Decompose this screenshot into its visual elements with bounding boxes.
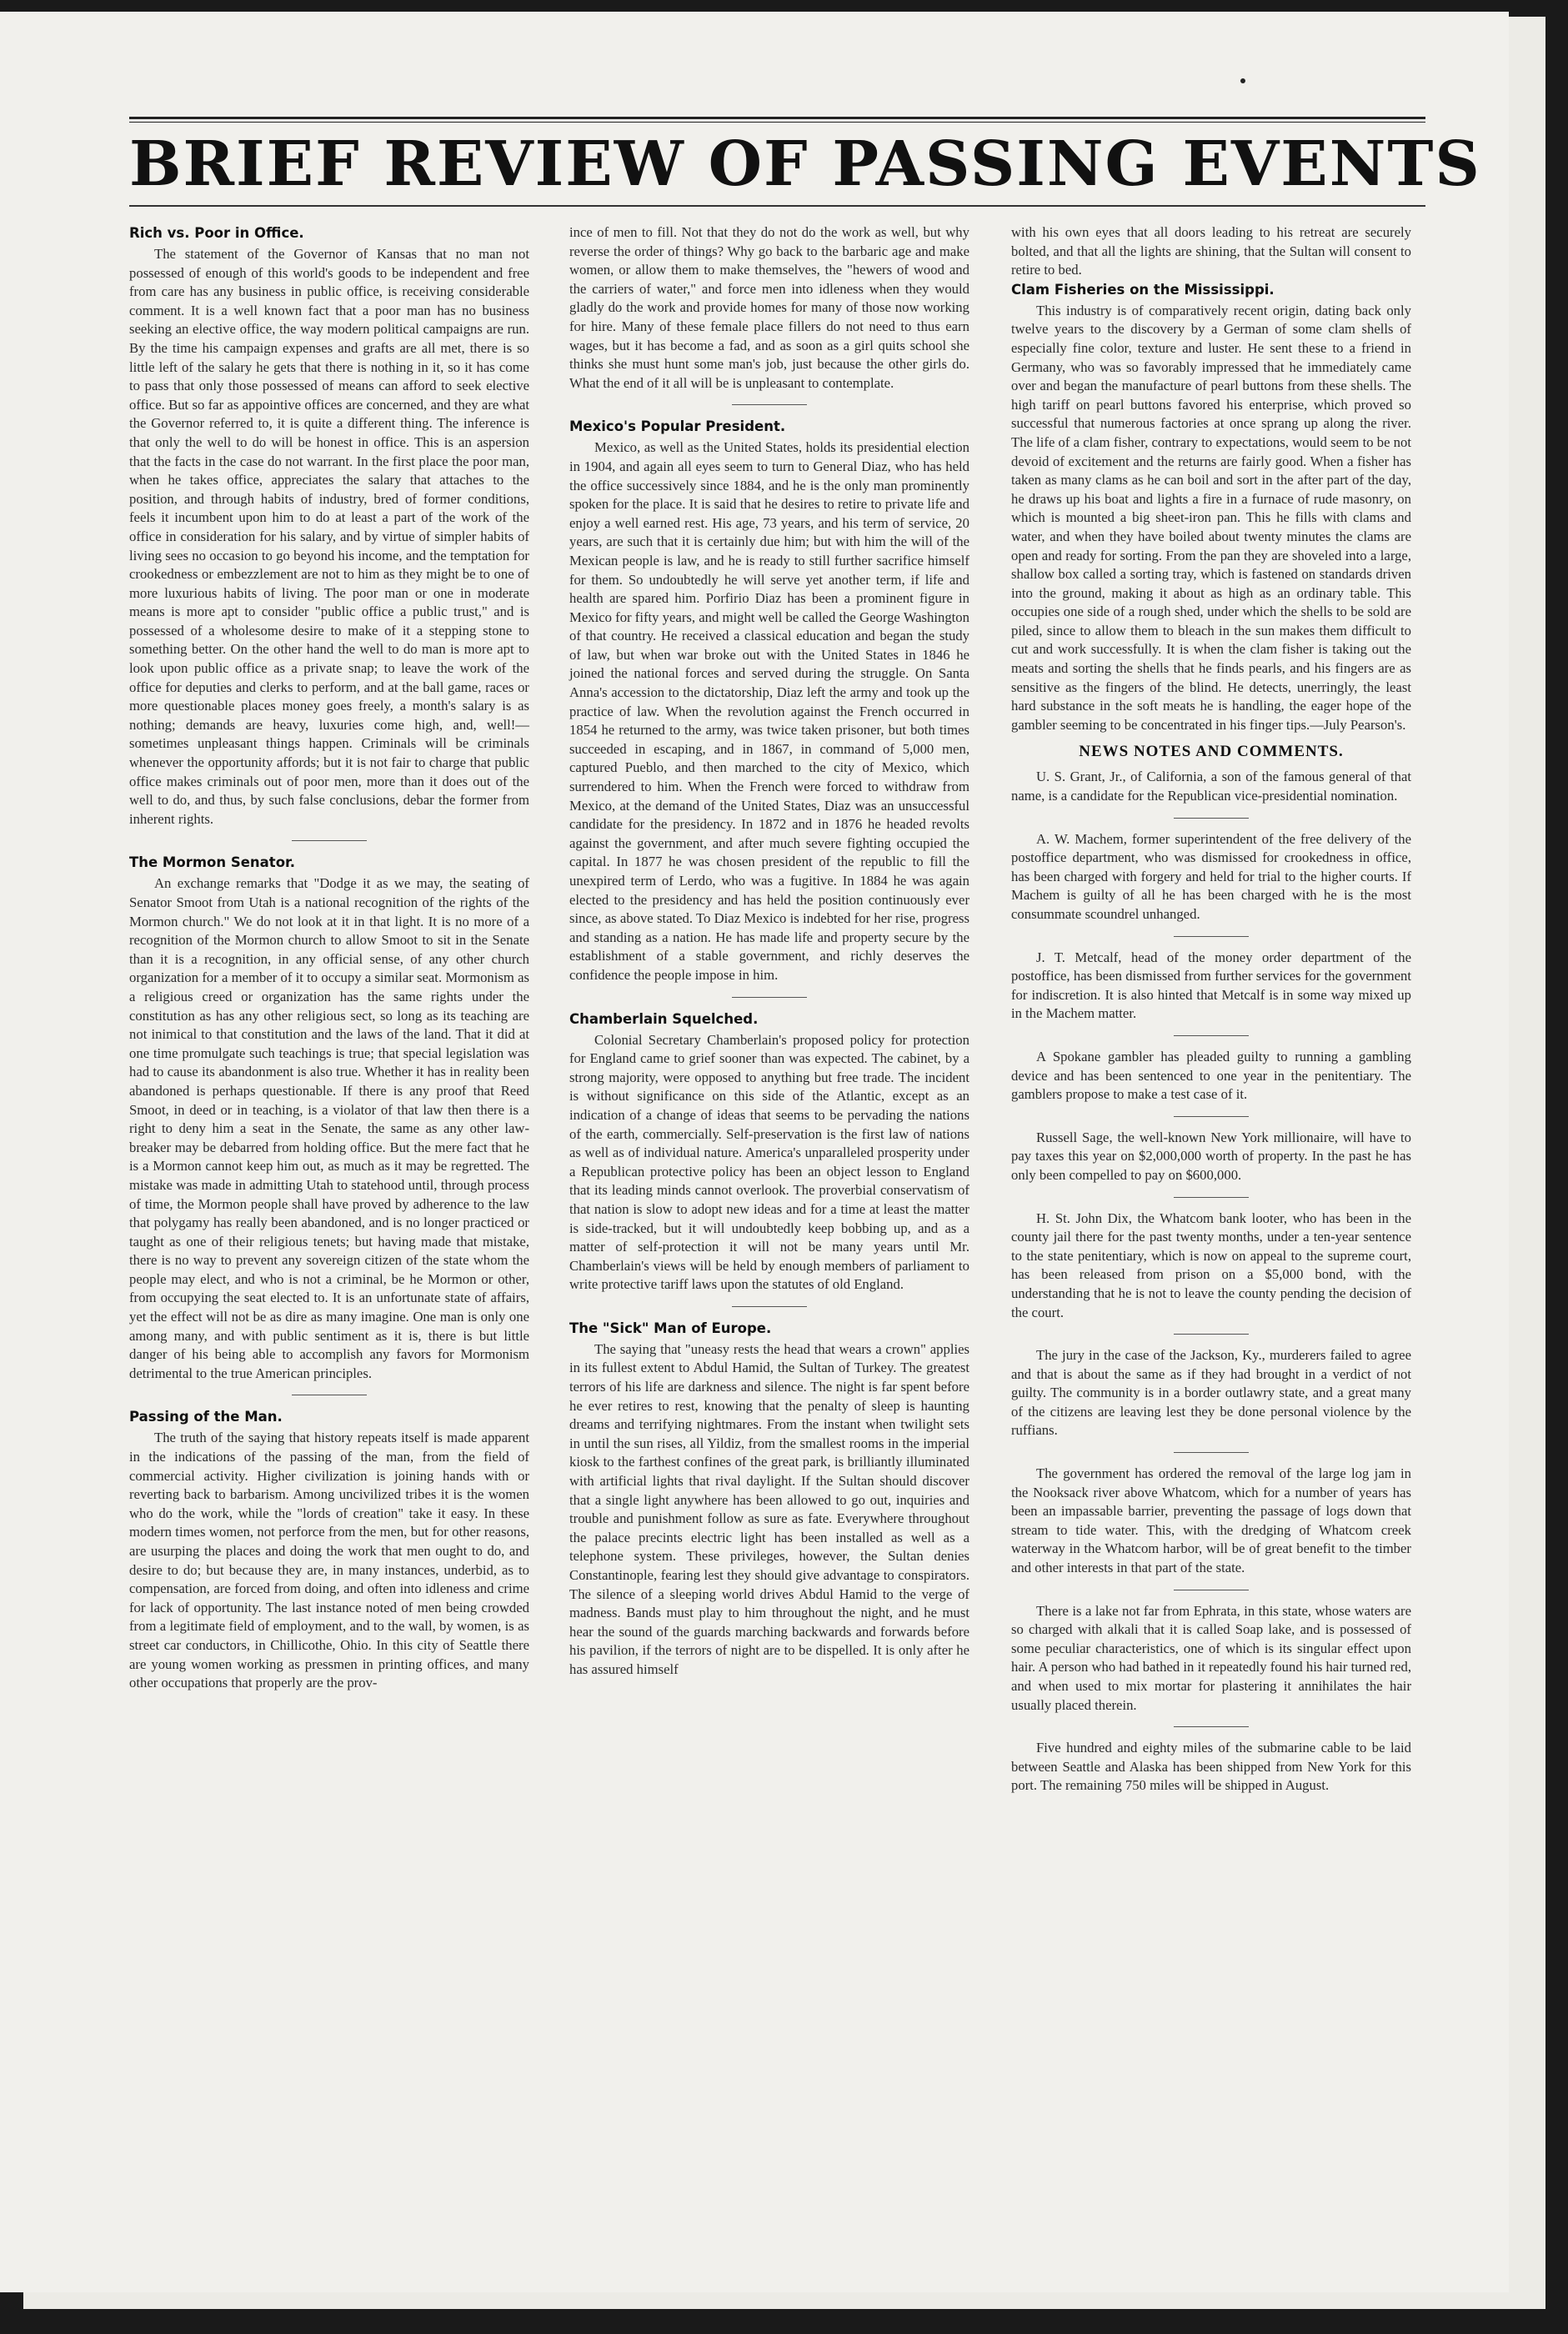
article-paragraph: An exchange remarks that "Dodge it as we may, the seating of Senator Smoot from Utah is a national recognition of the rights of the Mormon church." We do not look at it in that light. It is no more of a recognition of the Mormon church to allow Smoot to sit in the Senate than it is a recognition, in any official sense, of any other church organization for a member of it to occupy a similar seat. Mormonism as a religious creed or organization has the same rights under the constitution as has any other religious sect, so long as its teaching are not inimical to that constitution and the laws of the land. That it did at one time promulgate such teachings is true; that special legislation was had to cause its abandonment is also true. Whether it has in reality been abandoned is perhaps questionable. If there is any proof that Reed Smoot, in deed or in teaching, is a violator of that law then there is a right to deny him a seat in the Senate, the same as any other law-breaker may be debarred from holding office. But the mere fact that he is a Mormon cannot keep him out, as much as it may be regretted. The mistake was made in admitting Utah to statehood until, through process of time, the Mormon people shall have proved by adherence to the law that polygamy has really been abandoned, and is no longer practiced or taught as one of their religious tenets; but having made that mistake, there is no way to prevent any sovereign citizen of the state whom the people may elect, and who is not a criminal, be he Mormon or other, from occupying the seat elected to. It is an unfortunate state of affairs, yet the effect will not be as dire as many imagine. One man is only one among many, and with public sentiment as it is, there is but little danger of his being able to accomplish any favors for Mormonism detrimental to the true American principles. [129, 875, 529, 1381]
masthead-rule-top-thin [129, 122, 1425, 123]
article-heading: Passing of the Man. [129, 1409, 283, 1425]
section-heading: NEWS NOTES AND COMMENTS. [1079, 743, 1344, 761]
separator-rule [732, 997, 807, 998]
separator-rule [732, 404, 807, 405]
article-paragraph: The saying that "uneasy rests the head that wears a crown" applies in its fullest extent to Abdul Hamid, the Sultan of Turkey. The greatest terrors of his life are darkness and silence. The night is far spent before he ever retires to rest, knowing that the penalty of sleep is haunting dreams and terrifying nightmares. From the instant when twilight sets in until the sun rises, all Yildiz, from the smallest rooms in the imperial kiosk to the farthest confines of the great park, is brilliantly illuminated with artificial lights that rival daylight. If the Sultan should discover that a single light anywhere has been allowed to go out, inquiries and trouble and punishment follow as sure as fate. Everywhere throughout the palace precints electric light has been installed as well as a telephone system. These privileges, however, the Sultan denies Constantinople, fearing lest they should give advantage to conspirators. The silence of a sleeping world drives Abdul Hamid to the verge of madness. Bands must play to him throughout the night, and he must hear the sound of the guards marching backwards and forwards before his pavilion, if the terrors of night are to be dispelled. It is only after he has assured himself [569, 1340, 969, 1677]
column-right [1011, 223, 1411, 1796]
article-heading: Rich vs. Poor in Office. [129, 225, 304, 241]
masthead [129, 117, 1481, 208]
article-paragraph: H. St. John Dix, the Whatcom bank looter, who has been in the county jail there for the past twenty months, under a ten-year sentence to the state penitentiary, which is now on appeal to the supreme court, has been released from prison on a $5,000 bond, with the understanding that he is not to leave the county pending the decision of the court. [1011, 1210, 1411, 1320]
separator-rule [1174, 1452, 1249, 1453]
separator-rule [1174, 1116, 1249, 1117]
article-paragraph: The truth of the saying that history repeats itself is made apparent in the indications of the passing of the man, from the field of commercial activity. Higher civilization is joining hands with or reverting back to barbarism. Among uncivilized tribes it is the women who do the work, while the "lords of creation" take it easy. In these modern times women, not perforce from the men, but for other reasons, are usurping the places and doing the work that men ought to do, and desire to do; but because they are, in many instances, underbid, as to compensation, are forced from doing, and often into idleness and crime for lack of opportunity. The last instance noted of men being crowded from a legitimate field of employment, and to the wall, by women, is as street car conductors, in Chillicothe, Ohio. In this city of Seattle there are young women working as pressmen in printing offices, and many other occupations that properly are the prov- [129, 1430, 529, 1691]
separator-rule [1174, 936, 1249, 937]
article-paragraph: Five hundred and eighty miles of the submarine cable to be laid between Seattle and Alaska has been shipped from New York for this port. The remaining 750 miles will be shipped in August. [1011, 1740, 1411, 1794]
column-middle [569, 223, 969, 1680]
separator-rule [292, 840, 367, 841]
article-paragraph: U. S. Grant, Jr., of California, a son of the famous general of that name, is a candidate for the Republican vice-presidential nomination. [1011, 769, 1411, 804]
article-paragraph: Mexico, as well as the United States, holds its presidential election in 1904, and again all eyes seem to turn to General Diaz, who has held the office successively since 1884, and he is the only man prominently spoken for the place. It is said that he desires to retire to private life and enjoy a well earned rest. His age, 73 years, and his term of service, 20 years, are such that it is certainly due him; but with him the will of the Mexican people is law, and he is ready to still further sacrifice himself for them. So undoubtedly he will serve yet another term, if life and health are spared him. Porfirio Diaz has been a prominent figure in Mexico for fifty years, and might well be called the George Washington of that country. He received a classical education and began the study of law, but when war broke out with the United States in 1846 he joined the national forces and served during the struggle. On Santa Anna's accession to the dictatorship, Diaz left the army and took up the practice of law. When the revolution against the French occurred in 1854 he returned to the army, was twice taken prisoner, but both times succeeded in escaping, and in 1867, in command of 5,000 men, captured Pueblo, and then marched to the city of Mexico, which surrendered to him. When the French were forced to withdraw from Mexico, at the demand of the United States, Diaz was an unsuccessful candidate for the presidency. In 1872 and in 1876 he headed revolts against the government, and after much severe fighting occupied the capital. In 1877 he was chosen president of the republic to fill the unexpired term of Lerdo, who was a fugitive. In 1884 he was again elected to the presidency and has held the position continuously ever since, as above stated. To Diaz Mexico is indebted for her rise, progress and standing as a nation. He has made life and property secure by the establishment of a stable government, and richly deserves the confidence the people impose in him. [569, 439, 969, 983]
article-paragraph: This industry is of comparatively recent origin, dating back only twelve years to the discovery by a German of some clam shells of especially fine color, texture and luster. He sent these to a friend in Germany, who was so favorably impressed that he immediately came over and began the manufacture of pearl buttons from these shells. The high tariff on pearl buttons favored his enterprise, which proved so successful that numerous factories at once sprang up along the river. The life of a clam fisher, contrary to expectations, would seem to be not devoid of excitement and the returns are fairly good. When a fisher has taken as many clams as he can boil and sort in the after part of the day, he draws up his boat and lights a fire in a furnace of rude masonry, on which is mounted a big sheet-iron pan. This he fills with clams and water, and when they have boiled about twenty minutes the clams are open and ready for sorting. From the pan they are shoveled into a large, shallow box called a sorting tray, which is fastened on standards driven into the ground, making it about as high as an ordinary table. This occupies one side of a rough shed, under which the shells to be sold are piled, since to allow them to bleach in the sun makes them difficult to cut and work successfully. It is when the clam fisher is taking out the meats and sorting the shells that he finds pearls, and his fingers are as sensitive as the fingers of the blind. He detects, unerringly, the least hard substance in the soft meats he is handling, the eager hope of the gambler seeming to be concentrated in his finger tips.—July Pearson's. [1011, 302, 1411, 733]
separator-rule [1174, 1726, 1249, 1727]
article-paragraph: with his own eyes that all doors leading to his retreat are securely bolted, and that all the lights are shining, that the Sultan will consent to retire to bed. [1011, 224, 1411, 278]
separator-rule [1174, 818, 1249, 819]
page-title: BRIEF REVIEW OF PASSING EVENTS [129, 128, 1481, 200]
article-paragraph: J. T. Metcalf, head of the money order department of the postoffice, has been dismissed from further services for the government for indiscretion. It is also hinted that Metcalf is in some way mixed up in the Machem matter. [1011, 949, 1411, 1022]
article-paragraph: The statement of the Governor of Kansas that no man not possessed of enough of this world's goods to be independent and free from care has any business in public office, is receiving considerable comment. It is a well known fact that a poor man has no business seeking an elective office, the way modern political campaigns are run. By the time his campaign expenses and grafts are all met, there is so little left of the salary he gets that there is nothing in it, so it has come to pass that only those possessed of means can afford to seek elective office. But so far as appointive offices are concerned, and they are what the Governor referred to, it is quite a different thing. The inference is that only the well to do will be honest in office. This is an aspersion that the facts in the case do not warrant. In the first place the poor man, when he takes office, appreciates the salary that attaches to the position, and through habits of industry, bred of former conditions, feels it incumbent upon him to do at least a part of the work of the office in consideration for his salary, and by virtue of simpler habits of living sees no occasion to go beyond his income, and the temptation for crookedness or embezzlement are not to him as they might be to one of more luxurious habits of living. The poor man or one in moderate means is more apt to consider "public office a public trust," and is possessed of a wholesome desire to make of it a stepping stone to something better. On the other hand the well to do man is more apt to look upon public office as a private snap; to leave the work of the office for deputies and clerks to perform, and at the ball game, races or more questionable places money goes freely, a month's salary is as nothing; demands are heavy, luxuries come high, and, well!—sometimes unpleasant things happen. Criminals will be criminals whenever the opportunity affords; but it is not fair to charge that public office makes criminals out of poor men, more than it does out of the well to do, and thus, by such false conclusions, debar the former from inherent rights. [129, 246, 529, 827]
article-paragraph: A. W. Machem, former superintendent of the free delivery of the postoffice department, who was dismissed for crookedness in office, has been charged with forgery and held for trial to the higher courts. If Machem is guilty of all he has been charged with he is the most consummate scoundrel unhanged. [1011, 830, 1411, 922]
article-paragraph: The jury in the case of the Jackson, Ky., murderers failed to agree and that is about the same as if they had brought in a verdict of not guilty. The community is in a border outlawry state, and a great many of the citizens are leaving lest they be done personal violence by the ruffians. [1011, 1347, 1411, 1439]
masthead-rule-bottom [129, 205, 1425, 207]
separator-rule [1174, 1035, 1249, 1036]
article-paragraph: The government has ordered the removal of the large log jam in the Nooksack river above Whatcom, which for a number of years has been an impassable barrier, preventing the passage of logs down that stream to tide water. This, with the dredging of Whatcom creek waterway in the Whatcom harbor, will be of great benefit to the timber and other interests in that part of the state. [1011, 1465, 1411, 1576]
masthead-rule-top [129, 117, 1425, 119]
ink-speck [1240, 78, 1245, 83]
column-left [129, 223, 529, 1693]
separator-rule [1174, 1197, 1249, 1198]
article-paragraph: There is a lake not far from Ephrata, in this state, whose waters are so charged with alkali that it is called Soap lake, and is possessed of some peculiar characteristics, one of which is its singular effect upon hair. A person who had bathed in it repeatedly found his hair turned red, and when used to mix mortar for plastering it annihilates the hair usually placed therein. [1011, 1602, 1411, 1713]
article-heading: Mexico's Popular President. [569, 418, 786, 435]
article-paragraph: Colonial Secretary Chamberlain's proposed policy for protection for England came to grief sooner than was expected. The cabinet, by a strong majority, were opposed to anything but free trade. The incident is without significance on this side of the Atlantic, except as an indication of a change of ideas that seems to be pervading the nations of the earth, commercially. Self-preservation is the first law of nations as well as of individual nature. America's unparalleled prosperity under a Republican protective policy has been an object lesson to England that its leading minds cannot overlook. The proverbial conservatism of that nation is slow to adopt new ideas and for a time at least the matter is side-tracked, but it will undoubtedly keep bobbing up, and as a matter of self-protection it will not be many years until Mr. Chamberlain's views will be held by enough members of parliament to write protective tariff laws upon the statutes of old England. [569, 1031, 969, 1293]
article-heading: The "Sick" Man of Europe. [569, 1320, 772, 1336]
article-paragraph: ince of men to fill. Not that they do not do the work as well, but why reverse the order of things? Why go back to the barbaric age and make women, or allow them to make themselves, the "hewers of wood and the carriers of water," and force men into idleness when they would gladly do the work and provide homes for many of those now working for hire. Many of these female place fillers do not need to thus earn wages, but it has become a fad, and as soon as a girl quits school she thinks she must hunt some man's job, just because the other girls do. What the end of it all will be is unpleasant to contemplate. [569, 224, 969, 391]
article-paragraph: A Spokane gambler has pleaded guilty to running a gambling device and has been sentenced to one year in the penitentiary. The gamblers propose to make a test case of it. [1011, 1048, 1411, 1103]
article-paragraph: Russell Sage, the well-known New York millionaire, will have to pay taxes this year on $2,000,000 worth of property. In the past he has only been compelled to pay on $600,000. [1011, 1129, 1411, 1183]
article-heading: The Mormon Senator. [129, 854, 296, 871]
article-heading: Clam Fisheries on the Mississippi. [1011, 281, 1275, 298]
separator-rule [732, 1306, 807, 1307]
article-heading: Chamberlain Squelched. [569, 1010, 759, 1027]
separator-rule [1174, 1334, 1249, 1335]
